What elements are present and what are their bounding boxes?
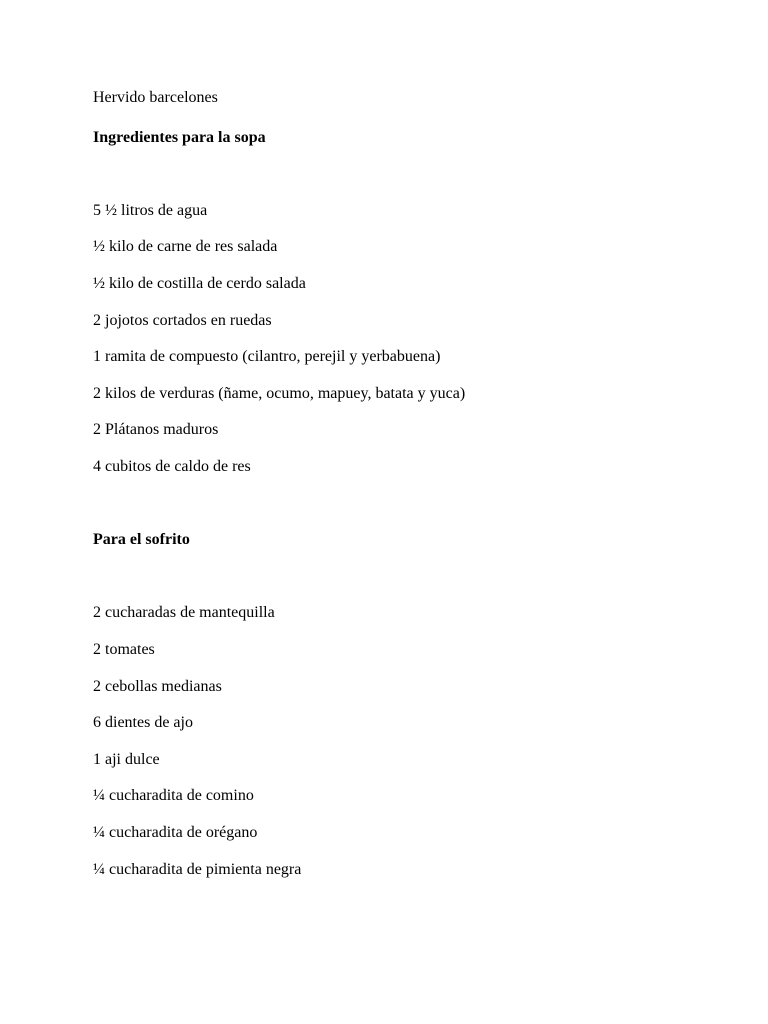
- sofrito-ingredient-item: 2 cebollas medianas: [93, 678, 222, 695]
- soup-ingredients-heading: Ingredientes para la sopa: [93, 129, 266, 146]
- sofrito-ingredient-item: 6 dientes de ajo: [93, 714, 193, 731]
- soup-ingredient-item: 2 jojotos cortados en ruedas: [93, 312, 272, 329]
- soup-ingredient-item: ½ kilo de carne de res salada: [93, 238, 278, 255]
- sofrito-heading: Para el sofrito: [93, 531, 190, 548]
- sofrito-ingredient-item: 1 aji dulce: [93, 751, 160, 768]
- sofrito-ingredient-item: ¼ cucharadita de pimienta negra: [93, 861, 302, 878]
- soup-ingredient-item: 1 ramita de compuesto (cilantro, perejil y yerbabuena): [93, 348, 441, 365]
- sofrito-ingredient-item: ¼ cucharadita de orégano: [93, 824, 258, 841]
- document-title: Hervido barcelones: [93, 89, 218, 106]
- soup-ingredient-item: 5 ½ litros de agua: [93, 202, 208, 219]
- soup-ingredient-item: 2 kilos de verduras (ñame, ocumo, mapuey, batata y yuca): [93, 385, 466, 402]
- soup-ingredient-item: 2 Plátanos maduros: [93, 421, 219, 438]
- sofrito-ingredient-item: ¼ cucharadita de comino: [93, 787, 254, 804]
- soup-ingredient-item: 4 cubitos de caldo de res: [93, 458, 251, 475]
- soup-ingredient-item: ½ kilo de costilla de cerdo salada: [93, 275, 306, 292]
- sofrito-ingredient-item: 2 tomates: [93, 641, 155, 658]
- sofrito-ingredient-item: 2 cucharadas de mantequilla: [93, 604, 275, 621]
